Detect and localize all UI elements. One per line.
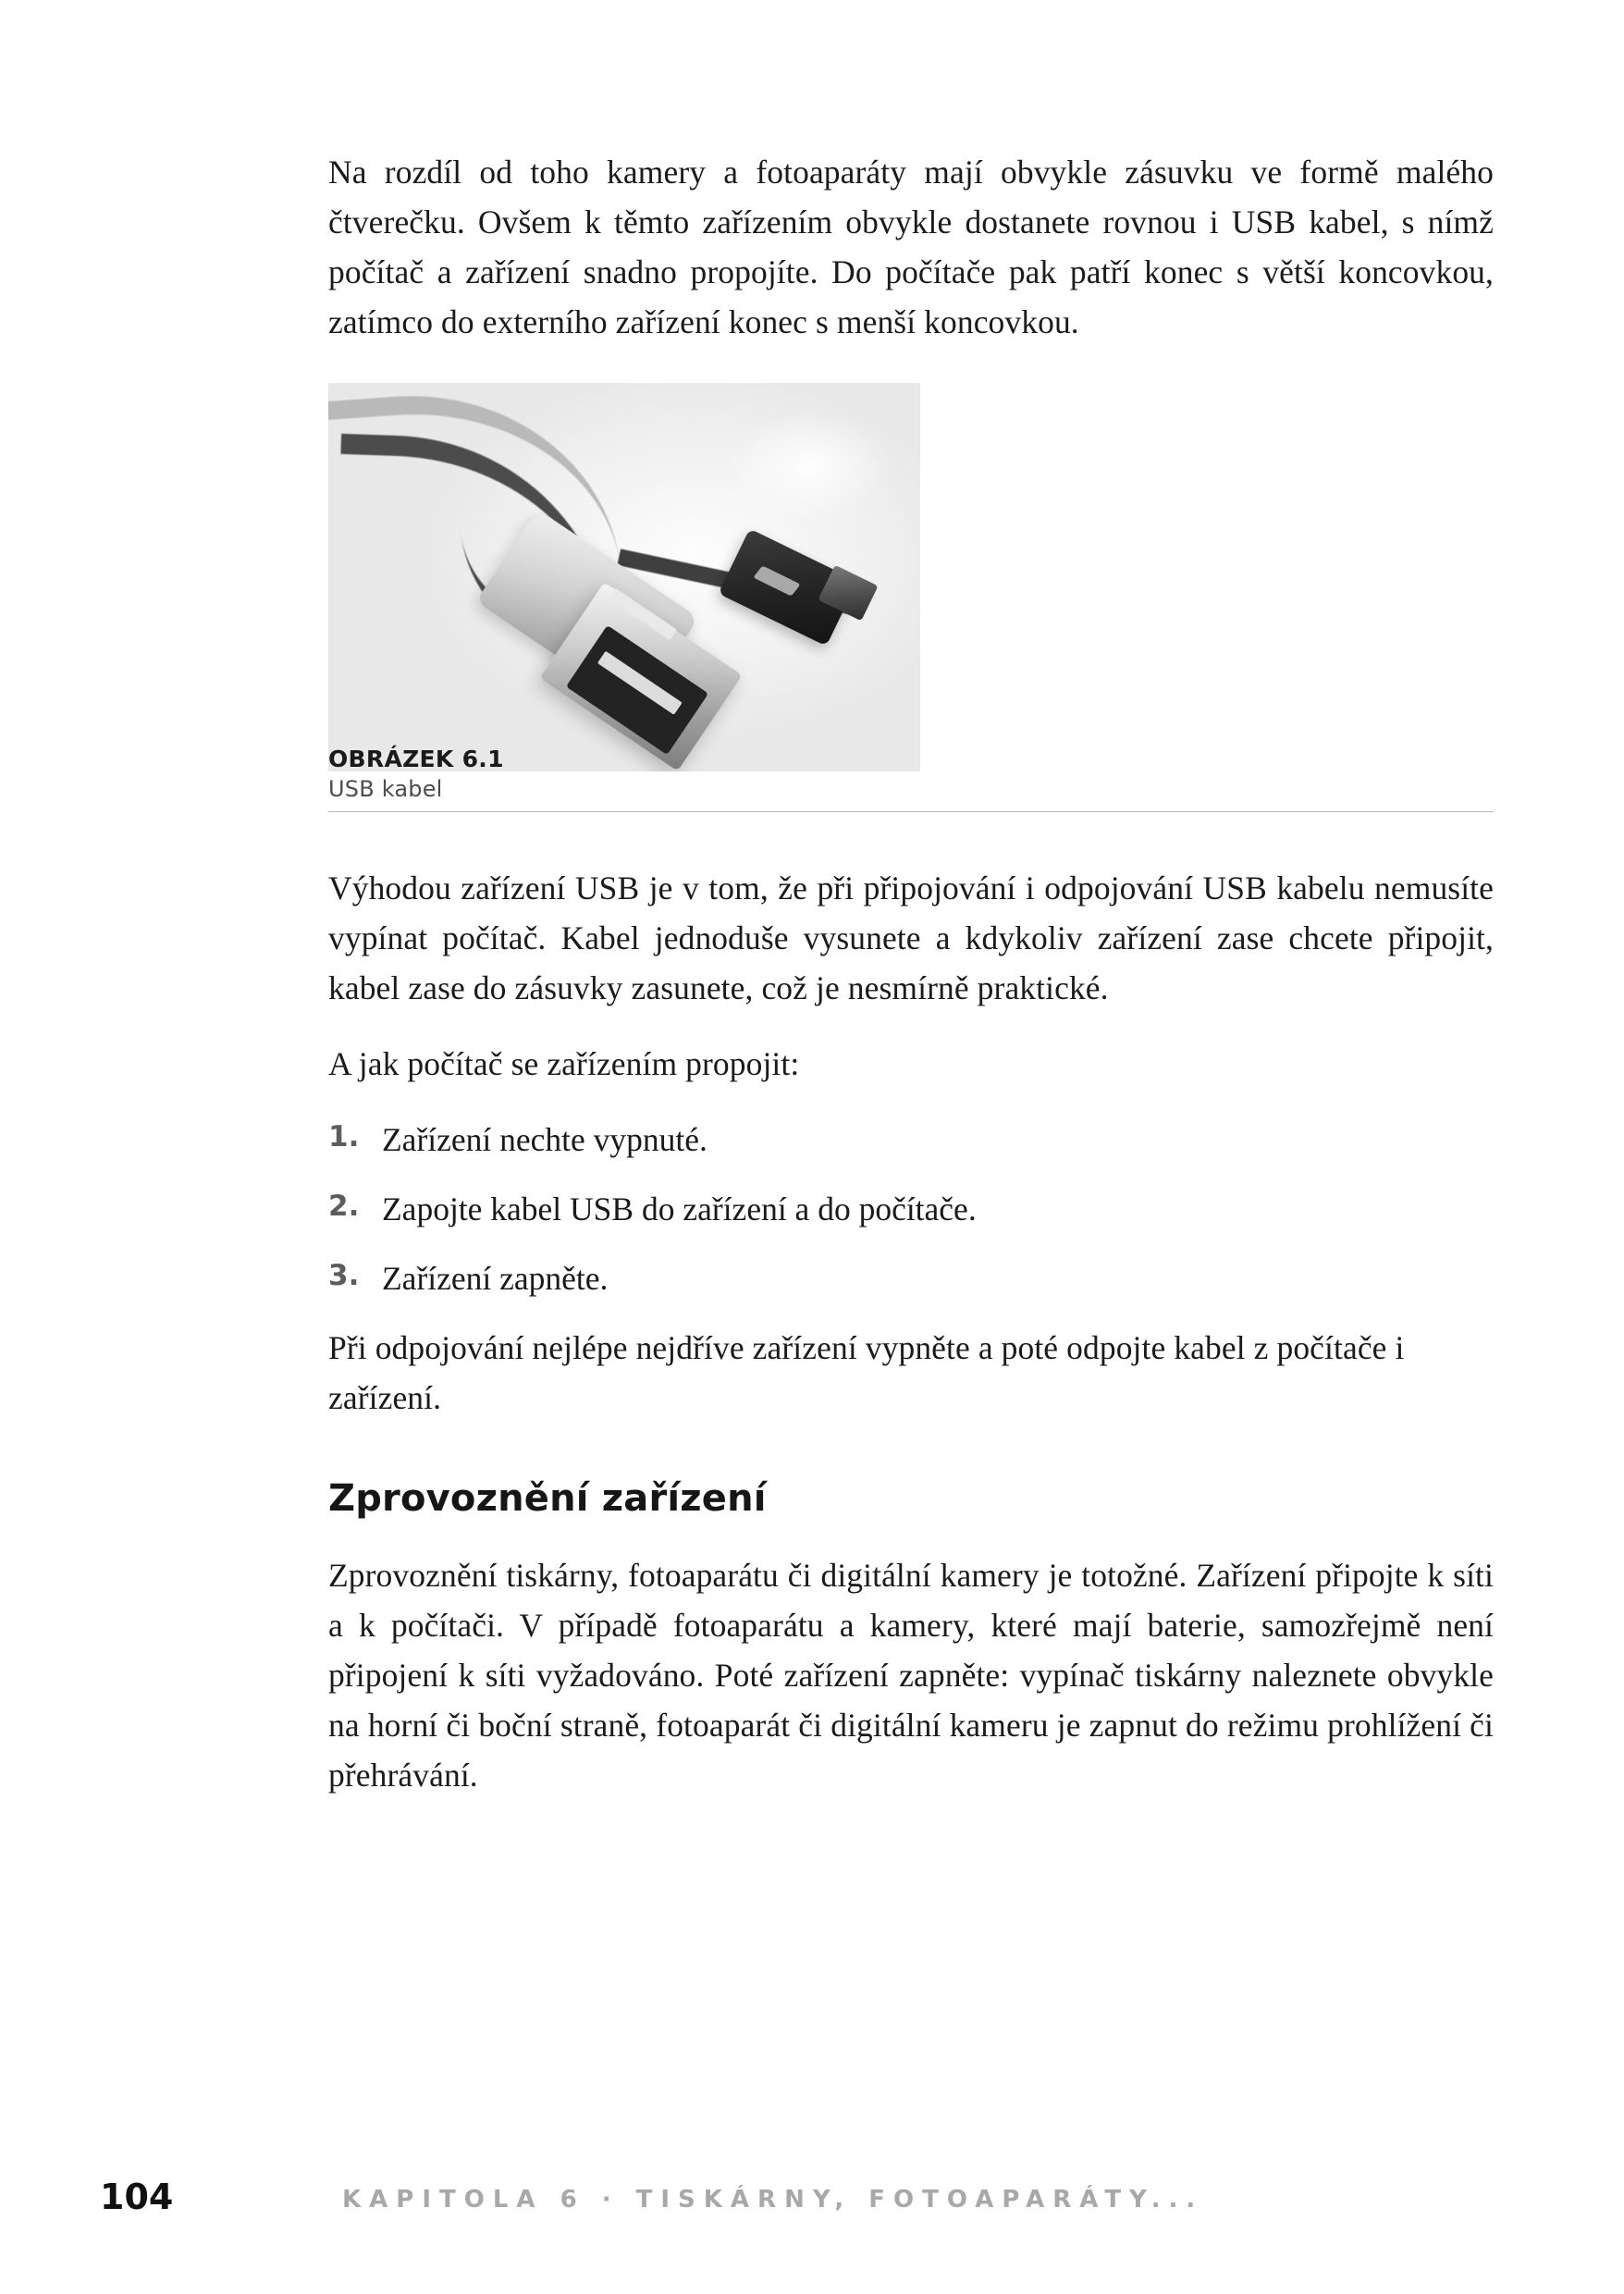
figure-image: [328, 383, 920, 771]
paragraph-disconnect: Při odpojování nejlépe nejdříve zařízení vypněte a poté odpojte kabel z počítače i zařízení.: [328, 1329, 1405, 1417]
step-text: Zapojte kabel USB do zařízení a do počítače.: [382, 1190, 977, 1227]
paragraph-intro: Na rozdíl od toho kamery a fotoaparáty mají obvykle zásuvku ve formě malého čtverečku. Ovšem k těmto zařízením obvykle dostanete rovnou i USB kabel, s nímž počítač a zařízení snadno propojíte. Do počítače pak patří konec s větší koncovkou, zatímco do externího zařízení konec s menší koncovkou.: [328, 154, 1494, 340]
paragraph-lead-in: A jak počítač se zařízením propojit:: [328, 1044, 800, 1082]
list-item: [328, 1185, 1494, 1234]
page-number: 104: [100, 2177, 174, 2217]
step-number: 3.: [328, 1259, 360, 1293]
paragraph-section-body: Zprovoznění tiskárny, fotoaparátu či digitální kamery je totožné. Zařízení připojte k síti a k počítači. V případě fotoaparátu a kamery, které mají baterie, samozřejmě není připojení k síti vyžadováno. Poté zařízení zapněte: vypínač tiskárny naleznete obvykle na horní či boční straně, fotoaparát či digitální kameru je zapnut do režimu prohlížení či přehrávání.: [328, 1557, 1494, 1794]
paragraph-usb-advantage: Výhodou zařízení USB je v tom, že při připojování i odpojování USB kabelu nemusíte vypínat počítač. Kabel jednoduše vysunete a kdykoliv zařízení zase chcete připojit, kabel zase do zásuvky zasunete, což je nesmírně praktické.: [328, 869, 1494, 1006]
usb-cable-photo: [328, 383, 920, 771]
figure-caption: [328, 746, 1494, 812]
step-text: Zařízení zapněte.: [382, 1260, 609, 1298]
figure-caption-text: USB kabel: [328, 775, 443, 802]
step-number: 1.: [328, 1119, 360, 1153]
page-footer: [0, 2169, 1624, 2243]
step-number: 2.: [328, 1189, 360, 1223]
running-head: KAPITOLA 6 · TISKÁRNY, FOTOAPARÁTY...: [342, 2186, 1204, 2214]
photo-highlight: [726, 411, 892, 522]
step-text: Zařízení nechte vypnuté.: [382, 1120, 707, 1158]
list-item: [328, 1116, 1494, 1165]
figure-label: OBRÁZEK 6.1: [328, 745, 504, 772]
list-item: [328, 1254, 1494, 1303]
figure-6-1: [328, 383, 1494, 812]
page-content: [328, 148, 1494, 1827]
page-subheading: Zprovoznění zařízení: [328, 1477, 767, 1521]
steps-list: [328, 1116, 1494, 1304]
